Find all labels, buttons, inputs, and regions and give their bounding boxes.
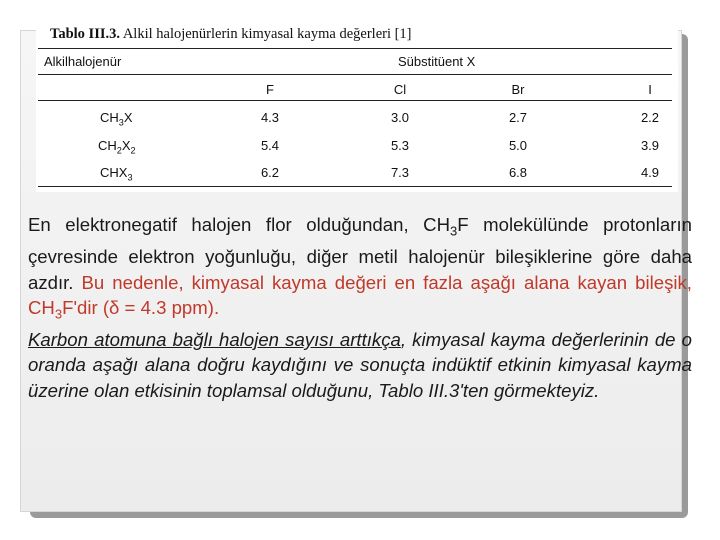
table-subheader-rule xyxy=(38,100,672,101)
paragraph-additive-inductive-effect: Karbon atomuna bağlı halojen sayısı arttıkça, kimyasal kayma değerlerinin de o oranda aşağı alana doğru kaydığını ve sonuçta indüktif etkinin kimyasal kayma üzerine olan etkisinin toplamsal olduğunu, Tablo III.3'ten görmekteyiz. xyxy=(28,329,692,401)
table-cell: 7.3 xyxy=(390,165,410,180)
highlighted-conclusion: Bu nedenle, kimyasal kayma değeri en fazla aşağı alana kayan bileşik, $CH_3F'dir$ (δ = 4.3 ppm). xyxy=(28,271,692,322)
table-bottom-rule xyxy=(38,186,672,187)
table-title xyxy=(50,26,412,43)
row-label-ch2x2: $CH_2X_2$ xyxy=(98,138,136,156)
table-cell: 6.2 xyxy=(260,165,280,180)
table-cell: 6.8 xyxy=(508,165,528,180)
paragraph-fluorine-effect: En elektronegatif halojen flor olduğundan, $CH_3F$ molekülünde protonların çevresinde elektron yoğunluğu, diğer metil halojenür bileşiklerine göre daha azdır. Bu nedenle, kimyasal kayma değeri en fazla aşağı alana kayan bileşik, $CH_3F'dir$ (δ = 4.3 ppm). xyxy=(28,214,692,322)
table-top-rule xyxy=(38,48,672,49)
substituent-header: Sübstitüent X xyxy=(398,54,476,69)
underlined-phrase: Karbon atomuna bağlı halojen sayısı arttıkça xyxy=(28,329,401,351)
table-number: Tablo III.3. xyxy=(50,26,120,42)
table-cell: 5.0 xyxy=(508,138,528,153)
table-cell: 4.9 xyxy=(640,165,660,180)
slide-body-text xyxy=(28,212,692,403)
table-cell: 3.9 xyxy=(640,138,660,153)
table-cell: 5.4 xyxy=(260,138,280,153)
table-cell: 2.7 xyxy=(508,110,528,125)
chemical-shift-table xyxy=(36,20,678,192)
table-cell: 2.2 xyxy=(640,110,660,125)
col-header-cl: Cl xyxy=(393,82,407,97)
table-cell: 5.3 xyxy=(390,138,410,153)
col-header-i: I xyxy=(648,82,652,97)
row-label-chx3: $CHX_3$ xyxy=(100,165,133,183)
table-header-rule xyxy=(38,74,672,75)
table-cell: 3.0 xyxy=(390,110,410,125)
col-header-br: Br xyxy=(511,82,525,97)
col-header-alkylhalide: Alkilhalojenür xyxy=(44,54,122,69)
row-label-ch3x: $CH_3X$ xyxy=(100,110,133,128)
col-header-f: F xyxy=(266,82,274,97)
table-cell: 4.3 xyxy=(260,110,280,125)
table-caption: Alkil halojenürlerin kimyasal kayma değerleri [1] xyxy=(120,26,412,42)
